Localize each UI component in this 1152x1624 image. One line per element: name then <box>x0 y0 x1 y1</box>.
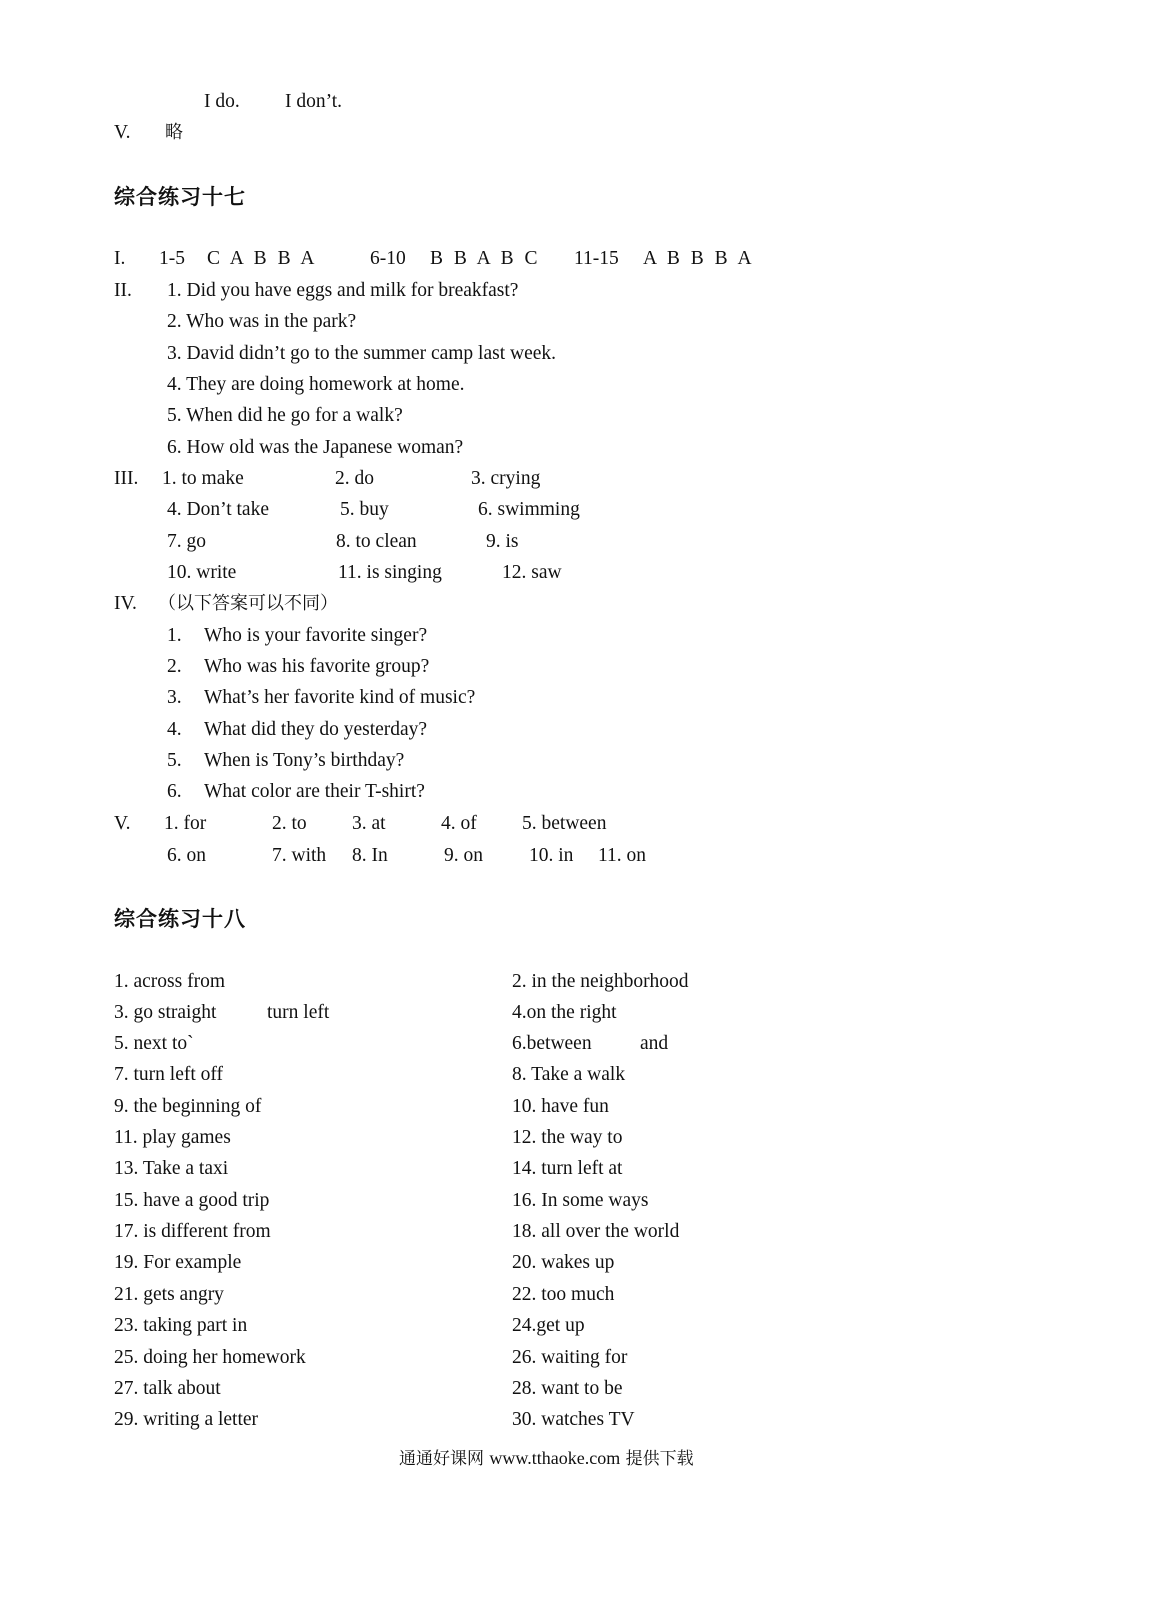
s17-IV-item: Who was his favorite group? <box>204 656 430 677</box>
s17-IV-num: 5. <box>167 750 182 771</box>
s17-V-label: V. <box>114 813 131 834</box>
s17-III-item: 3. crying <box>471 468 541 489</box>
s17-I-range-2: 6-10 <box>370 248 406 269</box>
s17-IV-note: （以下答案可以不同） <box>158 593 338 614</box>
prev-v-text: 略 <box>165 122 183 143</box>
prev-answer-1: I do. <box>204 91 240 112</box>
s18-right-item: 28. want to be <box>512 1378 623 1399</box>
s18-right-item: 30. watches TV <box>512 1409 635 1430</box>
s18-right-item: 18. all over the world <box>512 1221 680 1242</box>
s17-III-item: 12. saw <box>502 562 562 583</box>
s18-left-item: 17. is different from <box>114 1221 271 1242</box>
s17-I-answers-2: B B A B C <box>430 248 541 269</box>
s18-left-item: 29. writing a letter <box>114 1409 259 1430</box>
s17-V-item: 10. in <box>529 845 574 866</box>
s18-left-item: 23. taking part in <box>114 1315 248 1336</box>
s17-III-item: 2. do <box>335 468 374 489</box>
s18-right-item: 10. have fun <box>512 1096 609 1117</box>
s18-left-extra: turn left <box>267 1002 330 1023</box>
page-footer <box>399 1447 694 1470</box>
s18-left-item: 25. doing her homework <box>114 1347 306 1368</box>
s17-III-item: 9. is <box>486 531 519 552</box>
s18-left-item: 15. have a good trip <box>114 1190 270 1211</box>
s17-III-label: III. <box>114 468 139 489</box>
s17-III-item: 7. go <box>167 531 206 552</box>
s17-IV-item: When is Tony’s birthday? <box>204 750 405 771</box>
s18-right-extra: and <box>640 1033 669 1054</box>
s18-left-item: 1. across from <box>114 971 226 992</box>
s17-V-item: 5. between <box>522 813 607 834</box>
s17-I-answers-1: C A B B A <box>207 248 318 269</box>
s18-right-item: 14. turn left at <box>512 1158 623 1179</box>
s18-right-item: 8. Take a walk <box>512 1064 626 1085</box>
s18-right-item: 16. In some ways <box>512 1190 649 1211</box>
s18-right-item: 24.get up <box>512 1315 585 1336</box>
s18-right-item: 2. in the neighborhood <box>512 971 689 992</box>
s17-V-item: 2. to <box>272 813 307 834</box>
s17-IV-item: Who is your favorite singer? <box>204 625 428 646</box>
s17-II-label: II. <box>114 280 132 301</box>
s18-left-item: 19. For example <box>114 1252 242 1273</box>
s18-left-item: 3. go straight <box>114 1002 217 1023</box>
section-18-title: 综合练习十八 <box>114 907 246 931</box>
s17-IV-item: What’s her favorite kind of music? <box>204 687 476 708</box>
s18-left-item: 5. next to` <box>114 1033 194 1054</box>
s17-IV-label: IV. <box>114 593 137 614</box>
s17-I-range-3: 11-15 <box>574 248 619 269</box>
s18-right-item: 4.on the right <box>512 1002 617 1023</box>
s17-II-item: 2. Who was in the park? <box>167 311 357 332</box>
s18-left-item: 27. talk about <box>114 1378 221 1399</box>
footer-tail: 提供下载 <box>625 1449 694 1469</box>
s17-V-item: 3. at <box>352 813 386 834</box>
s17-IV-item: What color are their T-shirt? <box>204 781 425 802</box>
s17-IV-num: 6. <box>167 781 182 802</box>
s17-I-range-1: 1-5 <box>159 248 185 269</box>
s17-III-item: 10. write <box>167 562 237 583</box>
s17-V-item: 4. of <box>441 813 477 834</box>
s17-V-item: 9. on <box>444 845 483 866</box>
s17-V-item: 1. for <box>164 813 207 834</box>
s17-IV-num: 1. <box>167 625 182 646</box>
s18-right-item: 12. the way to <box>512 1127 623 1148</box>
s17-IV-num: 3. <box>167 687 182 708</box>
s17-V-item: 8. In <box>352 845 388 866</box>
s17-III-item: 11. is singing <box>338 562 442 583</box>
s17-III-item: 5. buy <box>340 499 389 520</box>
s17-III-item: 4. Don’t take <box>167 499 269 520</box>
s17-IV-num: 2. <box>167 656 182 677</box>
s17-II-item: 6. How old was the Japanese woman? <box>167 437 464 458</box>
s18-left-item: 21. gets angry <box>114 1284 224 1305</box>
s17-II-item: 5. When did he go for a walk? <box>167 405 403 426</box>
s18-left-item: 13. Take a taxi <box>114 1158 229 1179</box>
prev-answer-2: I don’t. <box>285 91 343 112</box>
s17-II-item: 4. They are doing homework at home. <box>167 374 465 395</box>
s18-right-item: 22. too much <box>512 1284 615 1305</box>
s17-II-item: 1. Did you have eggs and milk for breakfast? <box>167 280 519 301</box>
s17-I-answers-3: A B B B A <box>643 248 755 269</box>
s17-III-item: 8. to clean <box>336 531 417 552</box>
footer-url[interactable]: www.tthaoke.com <box>489 1448 621 1468</box>
s17-V-item: 11. on <box>598 845 647 866</box>
s18-right-item: 26. waiting for <box>512 1347 628 1368</box>
s18-right-item: 20. wakes up <box>512 1252 615 1273</box>
s18-right-item: 6.between <box>512 1033 592 1054</box>
s17-IV-item: What did they do yesterday? <box>204 719 428 740</box>
s17-V-item: 6. on <box>167 845 206 866</box>
s17-V-item: 7. with <box>272 845 327 866</box>
s18-left-item: 11. play games <box>114 1127 231 1148</box>
s18-left-item: 9. the beginning of <box>114 1096 262 1117</box>
s17-IV-num: 4. <box>167 719 182 740</box>
s18-left-item: 7. turn left off <box>114 1064 224 1085</box>
s17-III-item: 1. to make <box>162 468 244 489</box>
section-17-title: 综合练习十七 <box>114 185 246 209</box>
s17-II-item: 3. David didn’t go to the summer camp last week. <box>167 343 557 364</box>
s17-I-label: I. <box>114 248 126 269</box>
prev-v-label: V. <box>114 122 131 143</box>
s17-III-item: 6. swimming <box>478 499 580 520</box>
footer-site-name: 通通好课网 <box>399 1449 484 1469</box>
